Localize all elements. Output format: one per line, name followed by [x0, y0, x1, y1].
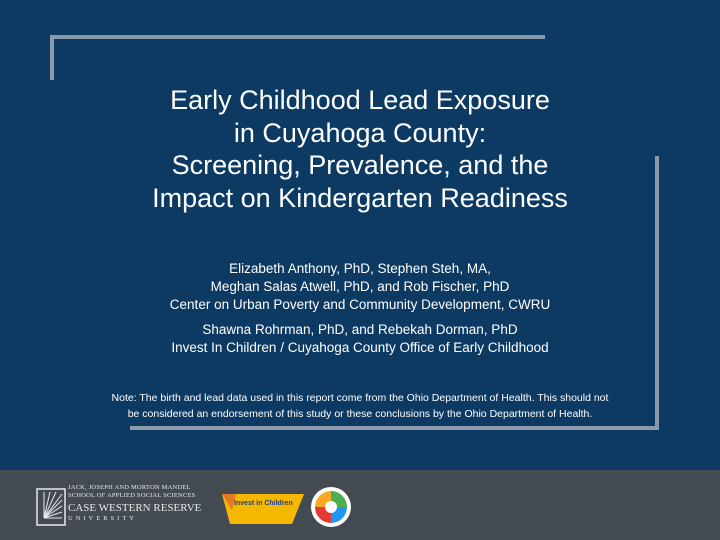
mandel-line-2: SCHOOL OF APPLIED SOCIAL SCIENCES	[68, 492, 196, 499]
frame-bottom-line	[130, 426, 659, 430]
iic-badge-icon	[222, 490, 304, 526]
note-line-2: be considered an endorsement of this study or these conclusions by the Ohio Department of Health.	[127, 408, 593, 420]
authors-line-3: Shawna Rohrman, PhD, and Rebekah Dorman, PhD	[202, 322, 518, 337]
disclaimer-note	[40, 390, 680, 422]
mandel-line-4: UNIVERSITY	[68, 515, 137, 522]
mandel-starburst-icon	[36, 488, 66, 526]
note-line-1: Note: The birth and lead data used in this report come from the Ohio Department of Health. This should not	[111, 392, 609, 404]
iic-label: Invest in Children	[234, 500, 293, 507]
authors-line-2: Meghan Salas Atwell, PhD, and Rob Fischer, PhD	[210, 279, 510, 294]
title-line-2: in Cuyahoga County:	[233, 117, 487, 148]
office-early-childhood-seal-icon	[310, 486, 352, 528]
title-line-3: Screening, Prevalence, and the	[171, 150, 549, 180]
mandel-line-1: JACK, JOSEPH AND MORTON MANDEL	[68, 484, 191, 491]
affiliation-line-2: Invest In Children / Cuyahoga County Office of Early Childhood	[171, 340, 549, 355]
frame-top-line	[50, 35, 545, 39]
authors-block	[60, 260, 660, 357]
frame-left-line	[50, 35, 54, 80]
title-line-4: Impact on Kindergarten Readiness	[152, 182, 568, 213]
mandel-school-wordmark	[68, 484, 201, 523]
authors-line-1: Elizabeth Anthony, PhD, Stephen Steh, MA,	[229, 261, 491, 276]
mandel-line-3: CASE WESTERN RESERVE	[68, 502, 202, 514]
title-line-1: Early Childhood Lead Exposure	[170, 85, 550, 115]
footer-bar	[0, 470, 720, 540]
invest-in-children-logo	[222, 490, 304, 526]
mandel-school-logo	[36, 484, 206, 530]
affiliation-line-1: Center on Urban Poverty and Community Development, CWRU	[169, 297, 551, 312]
slide-title	[60, 84, 660, 214]
